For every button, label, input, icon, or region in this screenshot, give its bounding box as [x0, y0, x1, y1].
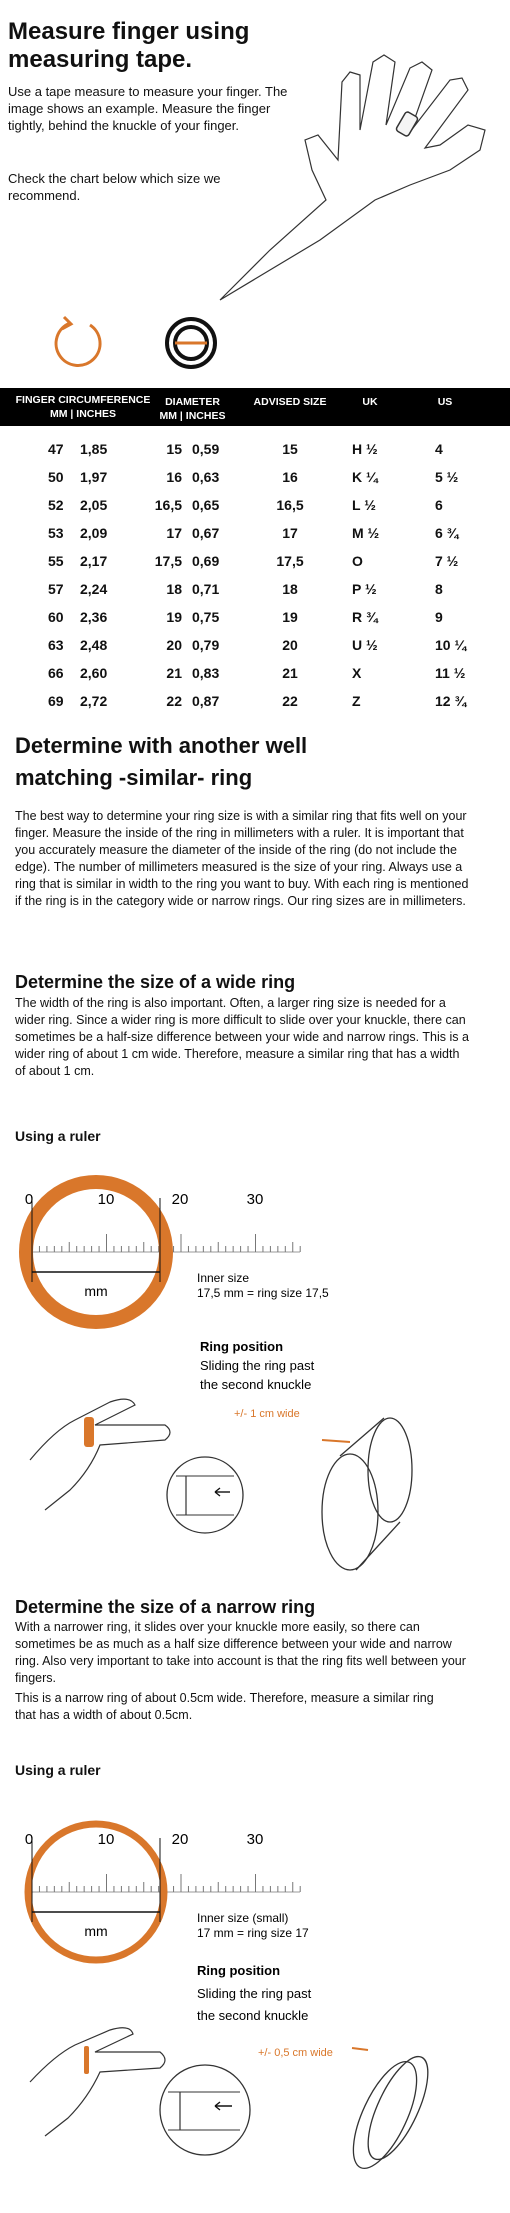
table-header — [0, 388, 510, 426]
narrow-ring-illustration — [0, 1810, 510, 2210]
section-paragraph: The best way to determine your ring size is with a similar ring that fits well on your finger. Measure the inside of the ring in millimeters with a ruler. It is important that you accurately measure the diameter of the inside of the ring (do not include the edge). The number of millimeters measured is the size of your ring. Always use a ring that is similar in width to the ring you want to buy. With each ring is mentioned if the ring is in the category wide or narrow rings. Our ring sizes are in millimeters. — [15, 809, 469, 908]
table-row: 52 2,05 16,5 0,65 16,5 L ½ 6 — [48, 497, 443, 513]
inner-size-label: Inner size — [197, 1271, 250, 1285]
table-row: 50 1,97 16 0,63 16 K ¼ 5 ½ — [48, 469, 459, 485]
intro-text: Use a tape measure to measure your finger. The image shows an example. Measure the finger tightly, behind the knuckle of your finger. — [8, 84, 288, 133]
hand-measuring-icon — [200, 50, 500, 310]
tick-label: 10 — [97, 1831, 115, 1848]
hand-outline — [30, 1399, 170, 1510]
mm-label: mm — [84, 1283, 108, 1299]
inner-size-value: 17 mm = ring size 17 — [197, 1926, 309, 1940]
table-row: 60 2,36 19 0,75 19 R ¾ 9 — [48, 609, 443, 625]
wide-ruler-title: Using a ruler — [15, 1128, 101, 1144]
hand-outline — [30, 2028, 165, 2136]
narrow-ring-heading: Determine the size of a narrow ring — [15, 1597, 316, 1617]
tick-label: 0 — [24, 1191, 34, 1208]
ring-position-title: Ring position — [200, 1339, 284, 1354]
wide-ring-heading: Determine the size of a wide ring — [15, 972, 296, 992]
narrow-ruler-title: Using a ruler — [15, 1762, 101, 1778]
col-finger-subheader: MM | INCHES — [50, 408, 116, 420]
zoom-circle — [160, 2065, 250, 2155]
table-row: 47 1,85 15 0,59 15 H ½ 4 — [48, 441, 443, 457]
section-heading — [15, 730, 415, 794]
ring-position-line1: Sliding the ring past — [197, 1986, 312, 2001]
wide-ring-illustration — [0, 1170, 510, 1630]
intro-chart-hint: Check the chart below which size we recommend. — [8, 171, 221, 203]
tick-label: 30 — [246, 1831, 264, 1848]
ring-side-view — [341, 2048, 440, 2177]
col-advised-header: ADVISED SIZE — [253, 396, 327, 408]
table-row: 69 2,72 22 0,87 22 Z 12 ¾ — [48, 693, 467, 709]
ring-on-finger — [84, 1417, 94, 1447]
inner-size-label: Inner size (small) — [197, 1911, 289, 1925]
tick-label: 20 — [171, 1831, 189, 1848]
wide-ring-text: The width of the ring is also important. Often, a larger ring size is needed for a wider ring. Since a wider ring is more difficult to slide over your knuckle, there can sometimes be a half-size difference between your wide and narrow rings. This is a wider ring of about 1 cm wide. Therefore, measure a similar ring that has a width of about 1 cm. — [15, 996, 469, 1078]
table-row: 53 2,09 17 0,67 17 M ½ 6 ¾ — [48, 525, 459, 541]
col-finger-header: FINGER CIRCUMFERENCE — [15, 394, 151, 406]
table-row: 66 2,60 21 0,83 21 X 11 ½ — [48, 665, 466, 681]
col-diameter-subheader: MM | INCHES — [159, 410, 226, 422]
narrow-ring-text-2: This is a narrow ring of about 0.5cm wide. Therefore, measure a similar ring that has a width of about 0.5cm. — [15, 1691, 434, 1722]
ring-position-title: Ring position — [197, 1963, 281, 1978]
table-row: 57 2,24 18 0,71 18 P ½ 8 — [48, 581, 443, 597]
ring-icon — [163, 315, 219, 371]
size-table — [0, 438, 510, 718]
section-heading-line1: Determine with another well — [15, 733, 308, 758]
page-title: Measure finger using measuring tape. — [8, 18, 250, 73]
mm-label: mm — [84, 1923, 108, 1939]
tick-label: 0 — [24, 1831, 34, 1848]
section-heading-line2: matching -similar- ring — [15, 765, 253, 790]
tick-label: 10 — [97, 1191, 115, 1208]
col-us-header: US — [437, 396, 453, 408]
width-label: +/- 0,5 cm wide — [258, 2047, 333, 2059]
col-uk-header: UK — [362, 396, 378, 408]
ring-on-finger — [84, 2046, 89, 2074]
table-row: 63 2,48 20 0,79 20 U ½ 10 ¼ — [48, 637, 467, 653]
rotate-icon — [50, 315, 106, 371]
width-label: +/- 1 cm wide — [234, 1408, 300, 1420]
tick-label: 20 — [171, 1191, 189, 1208]
inner-size-value: 17,5 mm = ring size 17,5 — [197, 1286, 329, 1300]
ring-position-line1: Sliding the ring past — [200, 1358, 315, 1373]
tick-label: 30 — [246, 1191, 264, 1208]
ring-position-line2: the second knuckle — [200, 1377, 312, 1392]
ring-position-line2: the second knuckle — [197, 2008, 309, 2023]
table-row: 55 2,17 17,5 0,69 17,5 O 7 ½ — [48, 553, 459, 569]
zoom-circle — [167, 1457, 243, 1533]
col-diameter-header: DIAMETER — [165, 396, 220, 408]
ring-side-view — [322, 1418, 412, 1570]
narrow-ring-text: With a narrower ring, it slides over your knuckle more easily, so there can sometimes be as much as a half size difference between your wide and narrow ring. Also very important to take into account is that the ring fits well between your fingers. — [15, 1620, 466, 1685]
